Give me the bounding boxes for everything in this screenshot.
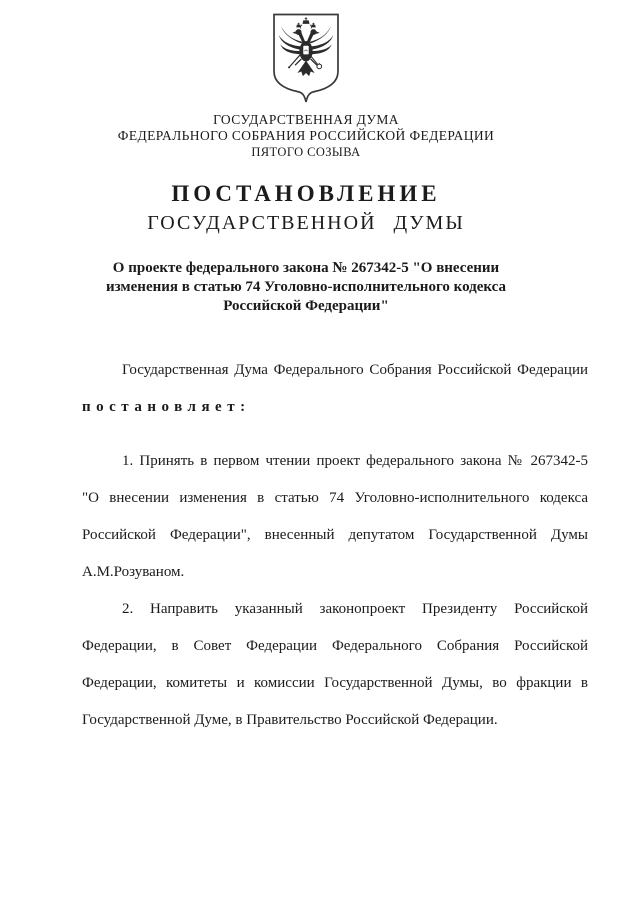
paragraph-line: А.М.Розуваном. (82, 564, 185, 580)
subject-line: Российской Федерации" (223, 298, 389, 314)
body-intro-line: Государственная Дума Федерального Собрания Российской Федерации (122, 362, 588, 378)
paragraph-line: 1. Принять в первом чтении проект федерального закона № 267342-5 (122, 453, 588, 469)
resolution-subject (16, 259, 596, 316)
org-name-line1: ГОСУДАРСТВЕННАЯ ДУМА (213, 112, 399, 127)
paragraph-line: Российской Федерации", внесенный депутатом Государственной Думы (82, 527, 588, 543)
issuing-body (16, 112, 596, 160)
resolution-body (82, 352, 588, 739)
org-convocation: ПЯТОГО СОЗЫВА (251, 145, 361, 159)
subject-line: О проекте федерального закона № 267342-5 "О внесении (112, 260, 500, 276)
document-type-subtitle: ГОСУДАРСТВЕННОЙ ДУМЫ (147, 212, 465, 234)
paragraph-line: Государственной Думе, в Правительство Российской Федерации. (82, 712, 498, 728)
subject-line: изменения в статью 74 Уголовно-исполнительного кодекса (105, 279, 507, 295)
paragraph-line: Федерации, комитеты и комиссии Государственной Думы, во фракции в (82, 675, 588, 691)
paragraph-line: 2. Направить указанный законопроект Президенту Российской (122, 601, 588, 617)
resolution-point-1 (82, 443, 588, 591)
resolves-word: постановляет: (82, 399, 251, 415)
russian-coat-of-arms-icon (267, 10, 345, 108)
paragraph-line: "О внесении изменения в статью 74 Уголовно-исполнительного кодекса (82, 490, 588, 506)
paragraph-line: Федерации, в Совет Федерации Федерального Собрания Российской (82, 638, 588, 654)
document-head (16, 10, 596, 316)
document-type-title: ПОСТАНОВЛЕНИЕ (171, 181, 441, 206)
resolution-point-2 (82, 591, 588, 739)
org-name-line2: ФЕДЕРАЛЬНОГО СОБРАНИЯ РОССИЙСКОЙ ФЕДЕРАЦИИ (117, 128, 495, 143)
